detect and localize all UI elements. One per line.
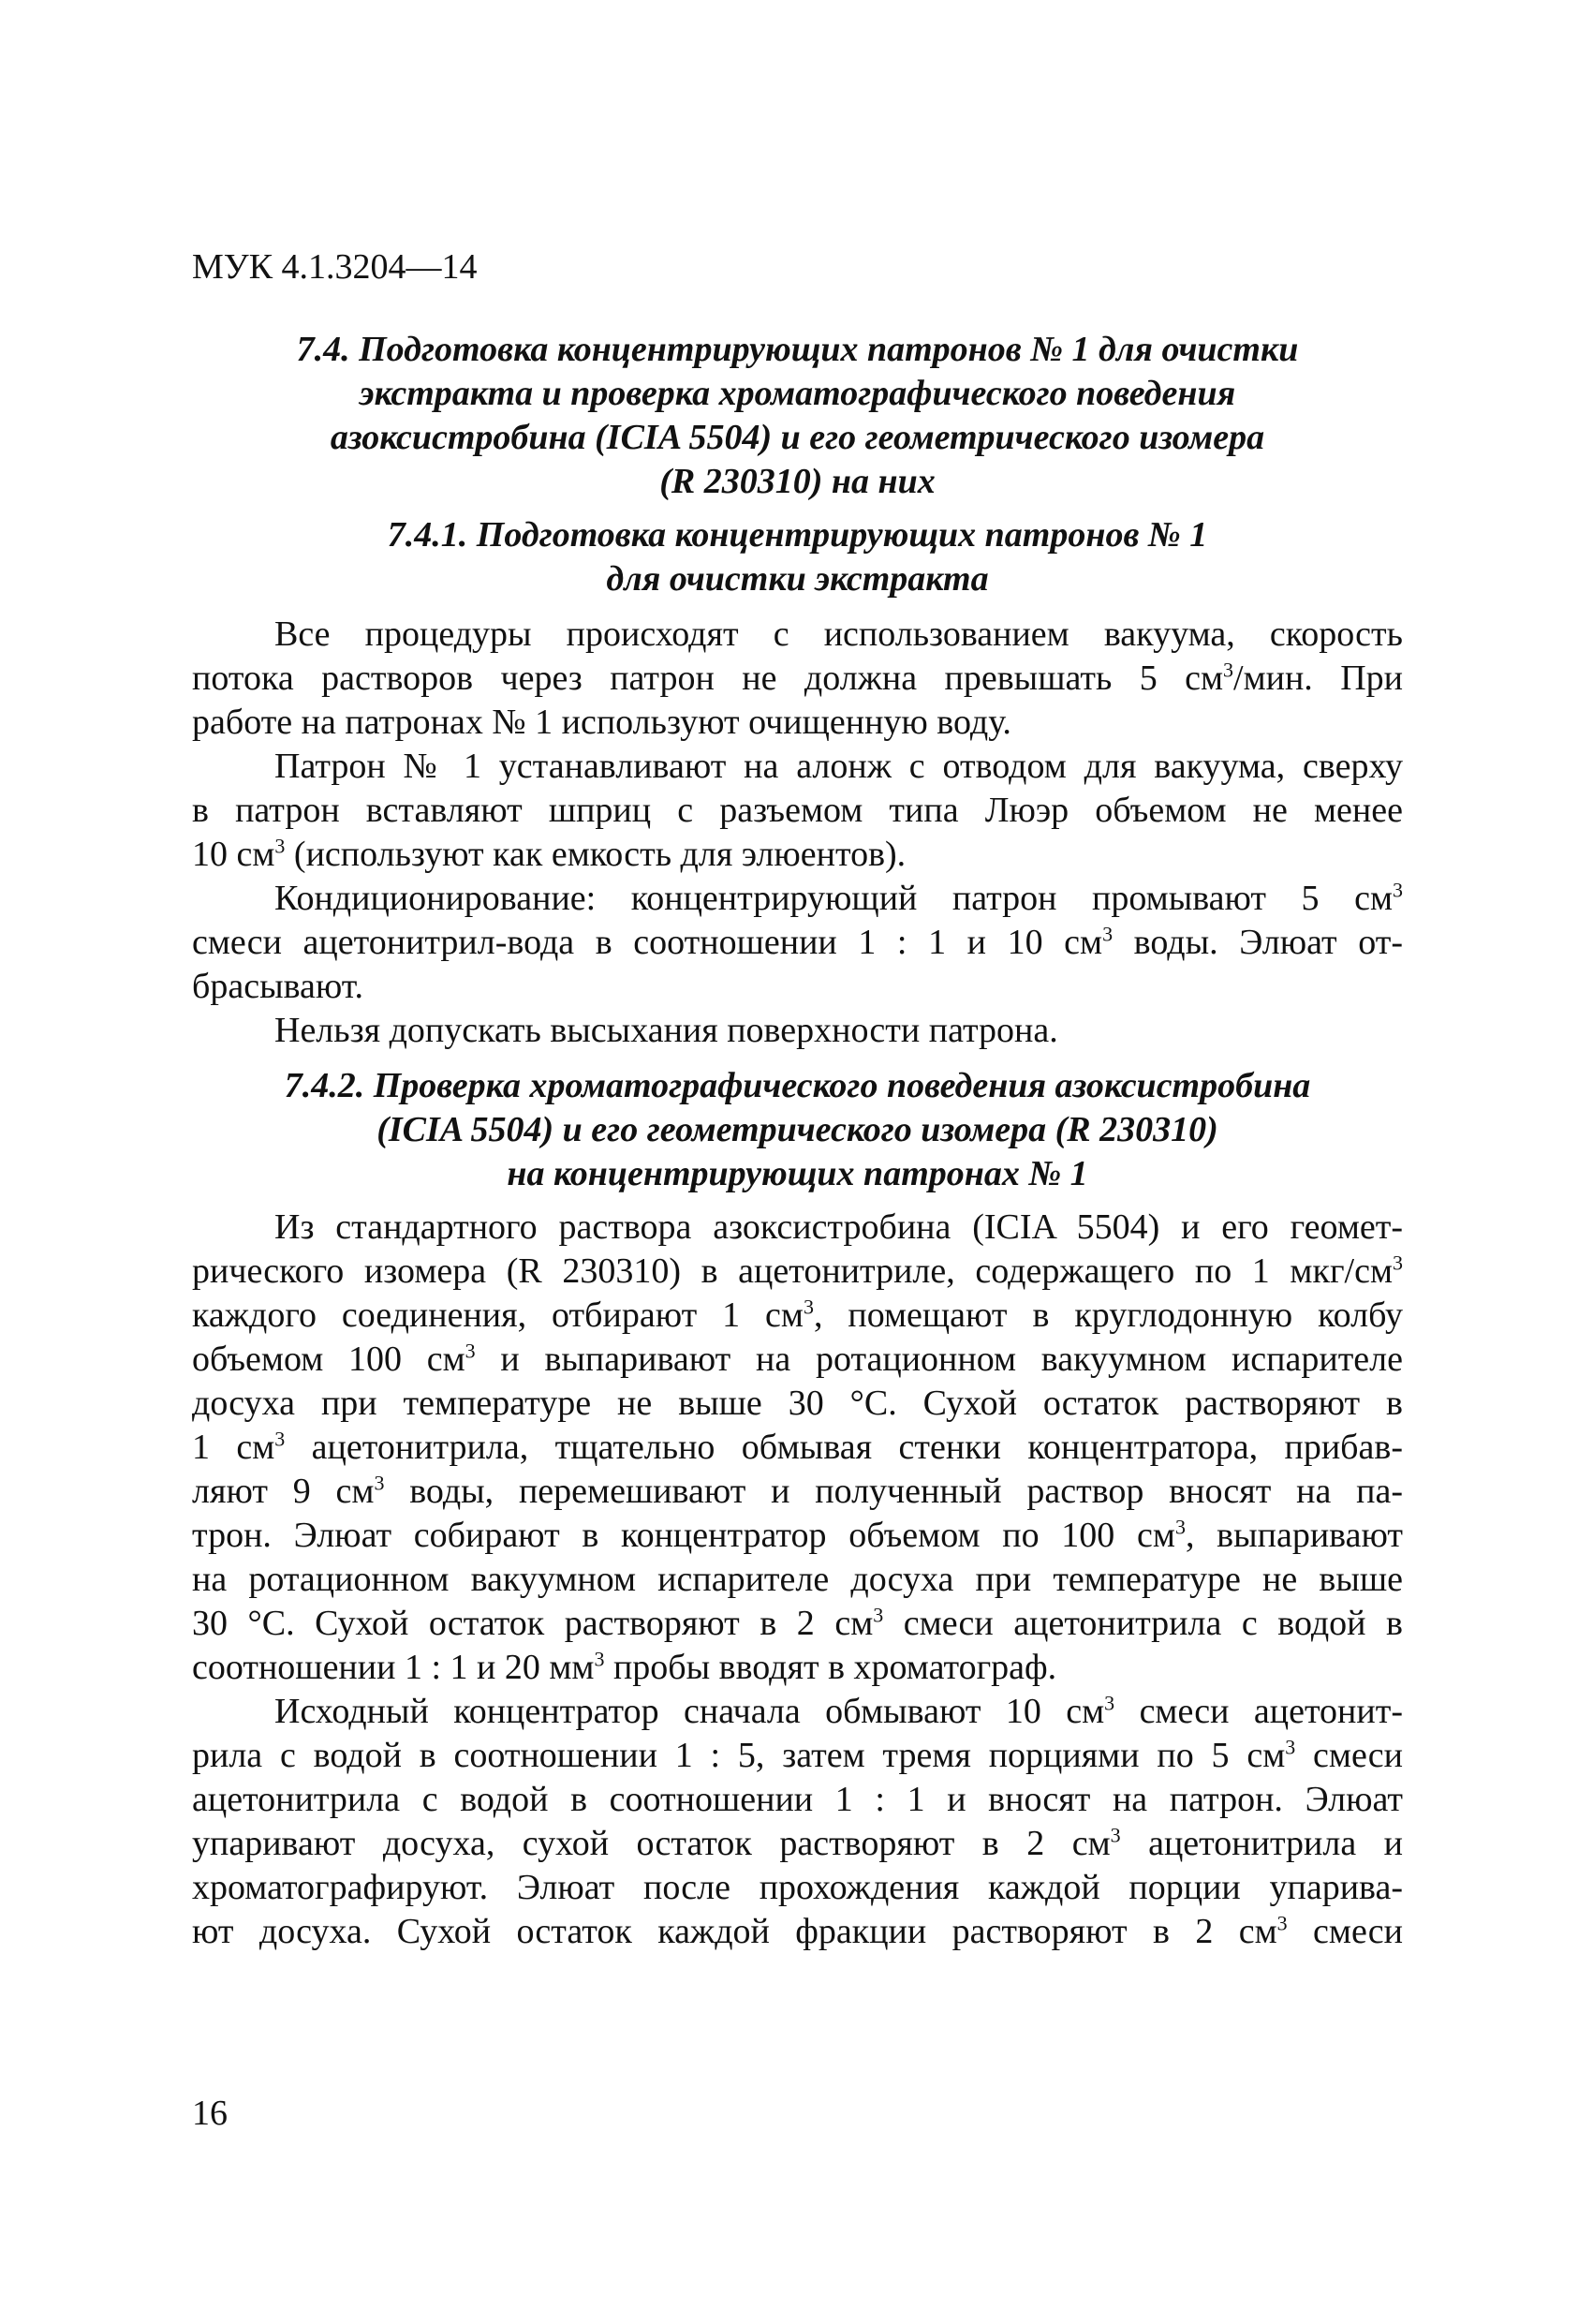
superscript: 3 <box>803 1295 814 1319</box>
text-fragment: Исходный концентратор сначала обмывают 10 см <box>274 1692 1105 1731</box>
text-fragment: 1 см <box>192 1428 275 1467</box>
superscript: 3 <box>1276 1911 1288 1935</box>
text-line: Нельзя допускать высыхания поверхности патрона. <box>274 1011 1058 1050</box>
text-line <box>192 1734 1403 1778</box>
heading-line: (ICIA 5504) и его геометрического изомера (R 230310) <box>376 1110 1218 1149</box>
text-line <box>192 1294 1403 1338</box>
text-line <box>192 1690 1403 1734</box>
text-fragment: воды. Элюат от- <box>1113 923 1404 962</box>
text-fragment: рила с водой в соотношении 1 : 5, затем тремя порциями по 5 см <box>192 1736 1286 1775</box>
section-7-4-2-heading <box>192 1064 1403 1196</box>
text-line <box>192 1646 1403 1690</box>
text-fragment: , выпаривают <box>1185 1516 1403 1555</box>
paragraph <box>192 1206 1403 1690</box>
heading-line: 7.4.1. Подготовка концентрирующих патронов № 1 <box>387 515 1208 555</box>
text-fragment: объемом 100 см <box>192 1340 465 1379</box>
text-line <box>192 1426 1403 1470</box>
text-fragment: рического изомера (R 230310) в ацетонитриле, содержащего по 1 мкг/см <box>192 1251 1393 1291</box>
text-line <box>192 1338 1403 1382</box>
text-fragment: ют досуха. Сухой остаток каждой фракции растворяют в 2 см <box>192 1912 1277 1951</box>
text-fragment: каждого соединения, отбирают 1 см <box>192 1295 804 1335</box>
superscript: 3 <box>465 1339 476 1363</box>
superscript: 3 <box>1285 1735 1296 1759</box>
text-line <box>192 657 1403 701</box>
paragraph <box>192 1690 1403 1954</box>
text-line: работе на патронах № 1 используют очищенную воду. <box>192 703 1011 742</box>
text-line: Патрон № 1 устанавливают на алонж с отводом для вакуума, сверху <box>274 747 1403 786</box>
superscript: 3 <box>374 1471 385 1495</box>
section-7-4-1-heading <box>192 513 1403 601</box>
superscript: 3 <box>274 1427 286 1451</box>
text-fragment: ацетонитрила, тщательно обмывая стенки концентратора, прибав- <box>285 1428 1403 1467</box>
paragraph <box>192 877 1403 1009</box>
text-fragment: ацетонитрила и <box>1120 1824 1403 1863</box>
superscript: 3 <box>873 1603 884 1627</box>
text-line <box>192 1910 1403 1954</box>
text-line: досуха при температуре не выше 30 °С. Сухой остаток растворяют в <box>192 1384 1403 1423</box>
text-line <box>192 1470 1403 1514</box>
text-fragment: воды, перемешивают и полученный раствор вносят на па- <box>384 1472 1403 1511</box>
superscript: 3 <box>594 1647 605 1671</box>
superscript: 3 <box>1393 878 1403 902</box>
text-fragment: смеси <box>1295 1736 1403 1775</box>
superscript: 3 <box>1102 922 1114 946</box>
text-line <box>192 833 1403 877</box>
text-fragment: , помещают в круглодонную колбу <box>813 1295 1403 1335</box>
text-line: Все процедуры происходят с использованием вакуума, скорость <box>274 614 1403 654</box>
section-7-4-heading <box>192 328 1403 504</box>
text-line <box>192 1822 1403 1866</box>
text-fragment: упаривают досуха, сухой остаток растворяют в 2 см <box>192 1824 1111 1863</box>
superscript: 3 <box>1110 1823 1121 1847</box>
text-line <box>192 1250 1403 1294</box>
text-fragment: смеси ацетонитрила с водой в <box>883 1604 1403 1643</box>
superscript: 3 <box>1223 658 1234 682</box>
text-line: хроматографируют. Элюат после прохождения каждой порции упарива- <box>192 1868 1403 1907</box>
text-line <box>192 921 1403 965</box>
page-number: 16 <box>192 2094 228 2133</box>
text-fragment: и выпаривают на ротационном вакуумном испарителе <box>475 1340 1403 1379</box>
text-line <box>192 877 1403 921</box>
heading-line: 7.4.2. Проверка хроматографического поведения азоксистробина <box>284 1066 1311 1105</box>
superscript: 3 <box>1104 1691 1115 1715</box>
paragraph <box>192 745 1403 877</box>
text-fragment: 30 °С. Сухой остаток растворяют в 2 см <box>192 1604 874 1643</box>
heading-line: азоксистробина (ICIA 5504) и его геометрического изомера <box>330 418 1265 457</box>
text-fragment: 10 см <box>192 835 275 874</box>
text-fragment: пробы вводят в хроматограф. <box>604 1648 1057 1687</box>
heading-line: экстракта и проверка хроматографического поведения <box>359 374 1236 413</box>
text-fragment: смеси <box>1287 1912 1403 1951</box>
heading-line: (R 230310) на них <box>659 462 936 501</box>
heading-line: 7.4. Подготовка концентрирующих патронов № 1 для очистки <box>296 330 1299 369</box>
text-fragment: смеси ацетонит- <box>1114 1692 1403 1731</box>
paragraph <box>192 613 1403 745</box>
page-body <box>192 328 1403 1954</box>
text-fragment: смеси ацетонитрил-вода в соотношении 1 : 1 и 10 см <box>192 923 1103 962</box>
text-line <box>192 1602 1403 1646</box>
superscript: 3 <box>1174 1515 1186 1539</box>
text-fragment: (используют как емкость для элюентов). <box>285 835 907 874</box>
text-fragment: потока растворов через патрон не должна превышать 5 см <box>192 659 1224 698</box>
paragraph <box>192 1009 1403 1053</box>
text-line: Из стандартного раствора азоксистробина (ICIA 5504) и его геомет- <box>274 1207 1403 1247</box>
document-code: МУК 4.1.3204—14 <box>192 247 478 287</box>
text-line: брасывают. <box>192 967 364 1006</box>
superscript: 3 <box>274 834 286 858</box>
heading-line: для очистки экстракта <box>606 559 989 599</box>
text-fragment: трон. Элюат собирают в концентратор объемом по 100 см <box>192 1516 1175 1555</box>
superscript: 3 <box>1393 1251 1403 1275</box>
text-line: в патрон вставляют шприц с разъемом типа Люэр объемом не менее <box>192 791 1403 830</box>
text-fragment: соотношении 1 : 1 и 20 мм <box>192 1648 595 1687</box>
text-line: на ротационном вакуумном испарителе досуха при температуре не выше <box>192 1560 1403 1599</box>
heading-line: на концентрирующих патронах № 1 <box>507 1154 1088 1193</box>
text-line: ацетонитрила с водой в соотношении 1 : 1 и вносят на патрон. Элюат <box>192 1780 1403 1819</box>
text-fragment: /мин. При <box>1233 659 1403 698</box>
text-line <box>192 1514 1403 1558</box>
text-fragment: Кондиционирование: концентрирующий патрон промывают 5 см <box>274 879 1393 918</box>
text-fragment: ляют 9 см <box>192 1472 375 1511</box>
